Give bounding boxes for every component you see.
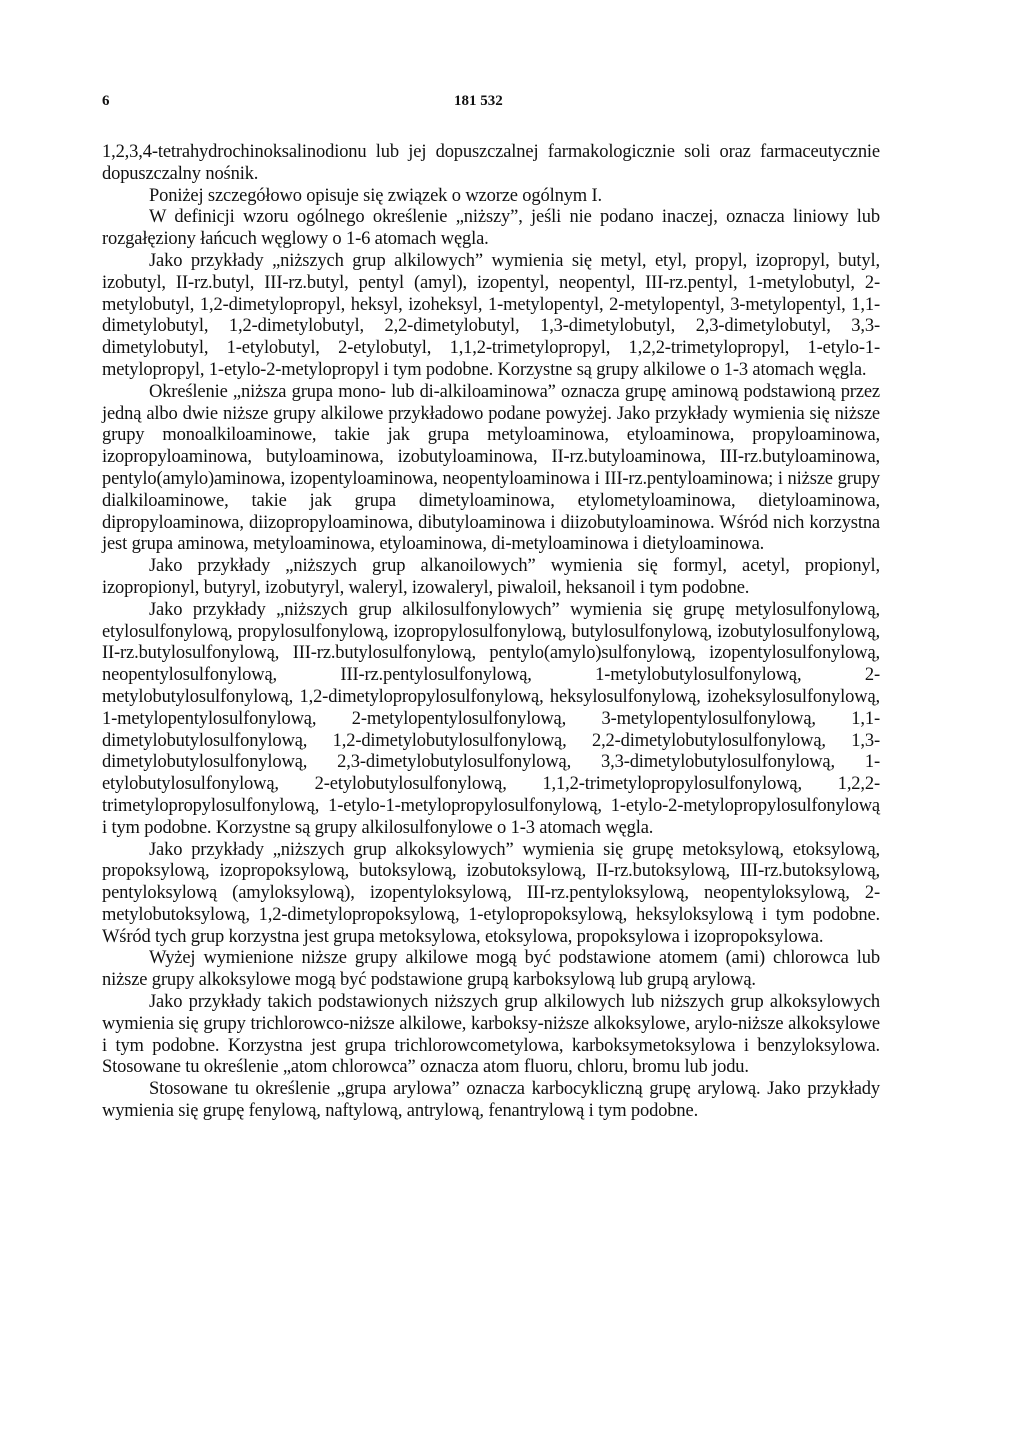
paragraph-alkylsulfonyl-groups: Jako przykłady „niższych grup alkilosulfonylowych” wymienia się grupę metylosulfonylową, etylosulfonylową, propylosulfonylową, izopropylosulfonylową, butylosulfonylową, izobutylosulfonylową, II-rz.butylosulfonylową, III-rz.butylosulfonylową, pentylo(amylo)sulfonylową, izopentylosulfonylową, neopentylosulfonylową, III-rz.pentylosulfonylową, 1-metylobutylosulfonylową, 2-metylobutylosulfonylową, 1,2-dimetylopropylosulfonylową, heksylosulfonylową, izoheksylosulfonylową, 1-metylopentylosulfonylową, 2-metylopentylosulfonylową, 3-metylopentylosulfonylową, 1,1-dimetylobutylosulfonylową, 1,2-dimetylobutylosulfonylową, 2,2-dimetylobutylosulfonylową, 1,3-dimetylobutylosulfonylową, 2,3-dimetylobutylosulfonylową, 3,3-dimetylobutylosulfonylową, 1-etylobutylosulfonylową, 2-etylobutylosulfonylową, 1,1,2-trimetylopropylosulfonylową, 1,2,2-trimetylopropylosulfonylową, 1-etylo-1-metylopropylosulfonylową, 1-etylo-2-metylopropylosulfonylową i tym podobne. Korzystne są grupy alkilosulfonylowe o 1-3 atomach węgla. (102, 599, 880, 838)
paragraph-continuation: 1,2,3,4-tetrahydrochinoksalinodionu lub jej dopuszczalnej farmakologicznie soli oraz farmaceutycznie dopuszczalny nośnik. (102, 142, 880, 184)
paragraph-definition-lower: W definicji wzoru ogólnego określenie „niższy”, jeśli nie podano inaczej, oznacza liniowy lub rozgałęziony łańcuch węglowy o 1-6 atomach węgla. (102, 207, 880, 250)
page-number: 6 (102, 93, 110, 109)
document-body (102, 142, 880, 1123)
paragraph-alkylamino-groups: Określenie „niższa grupa mono- lub di-alkiloaminowa” oznacza grupę aminową podstawioną przez jedną albo dwie niższe grupy alkilowe przykładowo podane powyżej. Jako przykłady wymienia się niższe grupy monoalkiloaminowe, takie jak grupa metyloaminowa, etyloaminowa, propyloaminowa, izopropyloaminowa, butyloaminowa, izobutyloaminowa, II-rz.butyloaminowa, III-rz.butyloaminowa, pentylo(amylo)aminowa, izopentyloaminowa, neopentyloaminowa i III-rz.pentyloaminowa; i niższe grupy dialkiloaminowe, takie jak grupa dimetyloaminowa, etylometyloaminowa, dietyloaminowa, dipropyloaminowa, diizopropyloaminowa, dibutyloaminowa i diizobutyloaminowa. Wśród nich korzystna jest grupa aminowa, metyloaminowa, etyloaminowa, di-metyloaminowa i dietyloaminowa. (102, 381, 880, 555)
paragraph-general-formula: Poniżej szczegółowo opisuje się związek o wzorze ogólnym I. (149, 185, 602, 206)
paragraph-alkanoyl-groups: Jako przykłady „niższych grup alkanoilowych” wymienia się formyl, acetyl, propionyl, izopropionyl, butyryl, izobutyryl, waleryl, izowaleryl, piwaloil, heksanoil i tym podobne. (102, 556, 880, 598)
paragraph-lower-alkyl-groups: Jako przykłady „niższych grup alkilowych” wymienia się metyl, etyl, propyl, izopropyl, butyl, izobutyl, II-rz.butyl, III-rz.butyl, pentyl (amyl), izopentyl, neopentyl, III-rz.pentyl, 1-metylobutyl, 2-metylobutyl, 1,2-dimetylopropyl, heksyl, izoheksyl, 1-metylopentyl, 2-metylopentyl, 3-metylopentyl, 1,1-dimetylobutyl, 1,2-dimetylobutyl, 2,2-dimetylobutyl, 1,3-dimetylobutyl, 2,3-dimetylobutyl, 3,3-dimetylobutyl, 1-etylobutyl, 2-etylobutyl, 1,1,2-trimetylopropyl, 1,2,2-trimetylopropyl, 1-etylo-1-metylopropyl, 1-etylo-2-metylopropyl i tym podobne. Korzystne są grupy alkilowe o 1-3 atomach węgla. (102, 250, 880, 380)
paragraph-substituted-examples: Jako przykłady takich podstawionych niższych grup alkilowych lub niższych grup alkoksylowych wymienia się grupy trichlorowco-niższe alkilowe, karboksy-niższe alkoksylowe, arylo-niższe alkoksylowe i tym podobne. Korzystna jest grupa trichlorowcometylowa, karboksymetoksylowa i benzyloksylowa. Stosowane tu określenie „atom chlorowca” oznacza atom fluoru, chloru, bromu lub jodu. (102, 992, 880, 1078)
patent-number: 181 532 (454, 93, 503, 109)
page-header (102, 93, 880, 117)
paragraph-substituted-groups: Wyżej wymienione niższe grupy alkilowe mogą być podstawione atomem (ami) chlorowca lub niższe grupy alkoksylowe mogą być podstawione grupą karboksylową lub grupą arylową. (102, 948, 880, 991)
paragraph-aryl-group: Stosowane tu określenie „grupa arylowa” oznacza karbocykliczną grupę arylową. Jako przykłady wymienia się grupę fenylową, naftylową, antrylową, fenantrylową i tym podobne. (102, 1079, 880, 1122)
paragraph-alkoxy-groups: Jako przykłady „niższych grup alkoksylowych” wymienia się grupę metoksylową, etoksylową, propoksylową, izopropoksylową, butoksylową, izobutoksylową, II-rz.butoksylową, III-rz.butoksylową, pentyloksylową (amyloksylową), izopentyloksylową, III-rz.pentyloksylową, neopentyloksylową, 2-metylobutoksylową, 1,2-dimetylopropoksylową, 1-etylopropoksylową, heksyloksylową i tym podobne. Wśród tych grup korzystna jest grupa metoksylowa, etoksylowa, propoksylowa i izopropoksylowa. (102, 839, 880, 947)
